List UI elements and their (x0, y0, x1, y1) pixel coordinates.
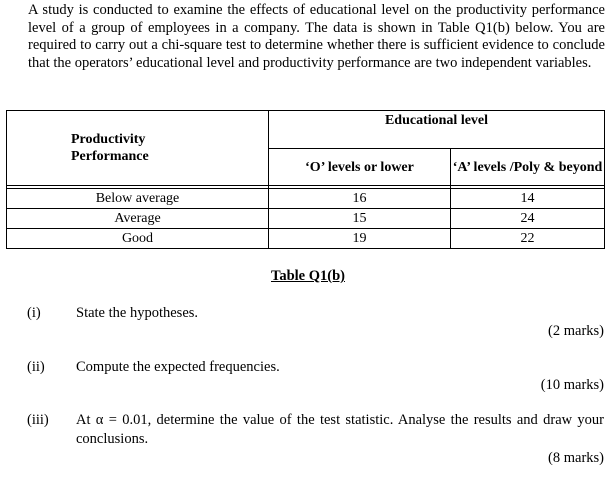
question-text-3: At α = 0.01, determine the value of the test statistic. Analyse the results and draw your conclusions. (76, 412, 604, 447)
table-row (7, 189, 605, 209)
question-marks-2: (10 marks) (540, 377, 604, 393)
question-text-2: Compute the expected frequencies. (76, 359, 280, 375)
intro-paragraph: A study is conducted to examine the effects of educational level on the productivity performance level of a group of employees in a company. The data is shown in Table Q1(b) below. You are required to carry out a chi-square test to determine whether there is sufficient evidence to conclude that the operators’ educational level and productivity performance are two independent variables. (28, 2, 605, 71)
group-header-cell: Educational level (269, 111, 605, 149)
table-caption: Table Q1(b) (271, 268, 345, 284)
row-header-cell (7, 111, 269, 186)
row-header-line-2: Performance (71, 149, 149, 164)
question-marks-3: (8 marks) (548, 450, 604, 466)
question-number-1: (i) (27, 305, 41, 321)
row-label: Good (7, 229, 269, 249)
cell-a: 14 (451, 189, 605, 209)
contingency-table (6, 110, 605, 249)
row-header-line-1: Productivity (71, 132, 146, 147)
row-label: Below average (7, 189, 269, 209)
table-row (7, 209, 605, 229)
question-marks-1: (2 marks) (548, 323, 604, 339)
table-row (7, 229, 605, 249)
col-header-o-levels: ‘O’ levels or lower (269, 149, 451, 186)
col-header-a-levels: ‘A’ levels /Poly & beyond (451, 149, 605, 186)
question-text-1: State the hypotheses. (76, 305, 199, 321)
cell-o: 16 (269, 189, 451, 209)
cell-a: 24 (451, 209, 605, 229)
cell-a: 22 (451, 229, 605, 249)
question-number-3: (iii) (27, 412, 49, 428)
cell-o: 19 (269, 229, 451, 249)
question-number-2: (ii) (27, 359, 45, 375)
table-header-row (7, 111, 605, 149)
cell-o: 15 (269, 209, 451, 229)
row-label: Average (7, 209, 269, 229)
